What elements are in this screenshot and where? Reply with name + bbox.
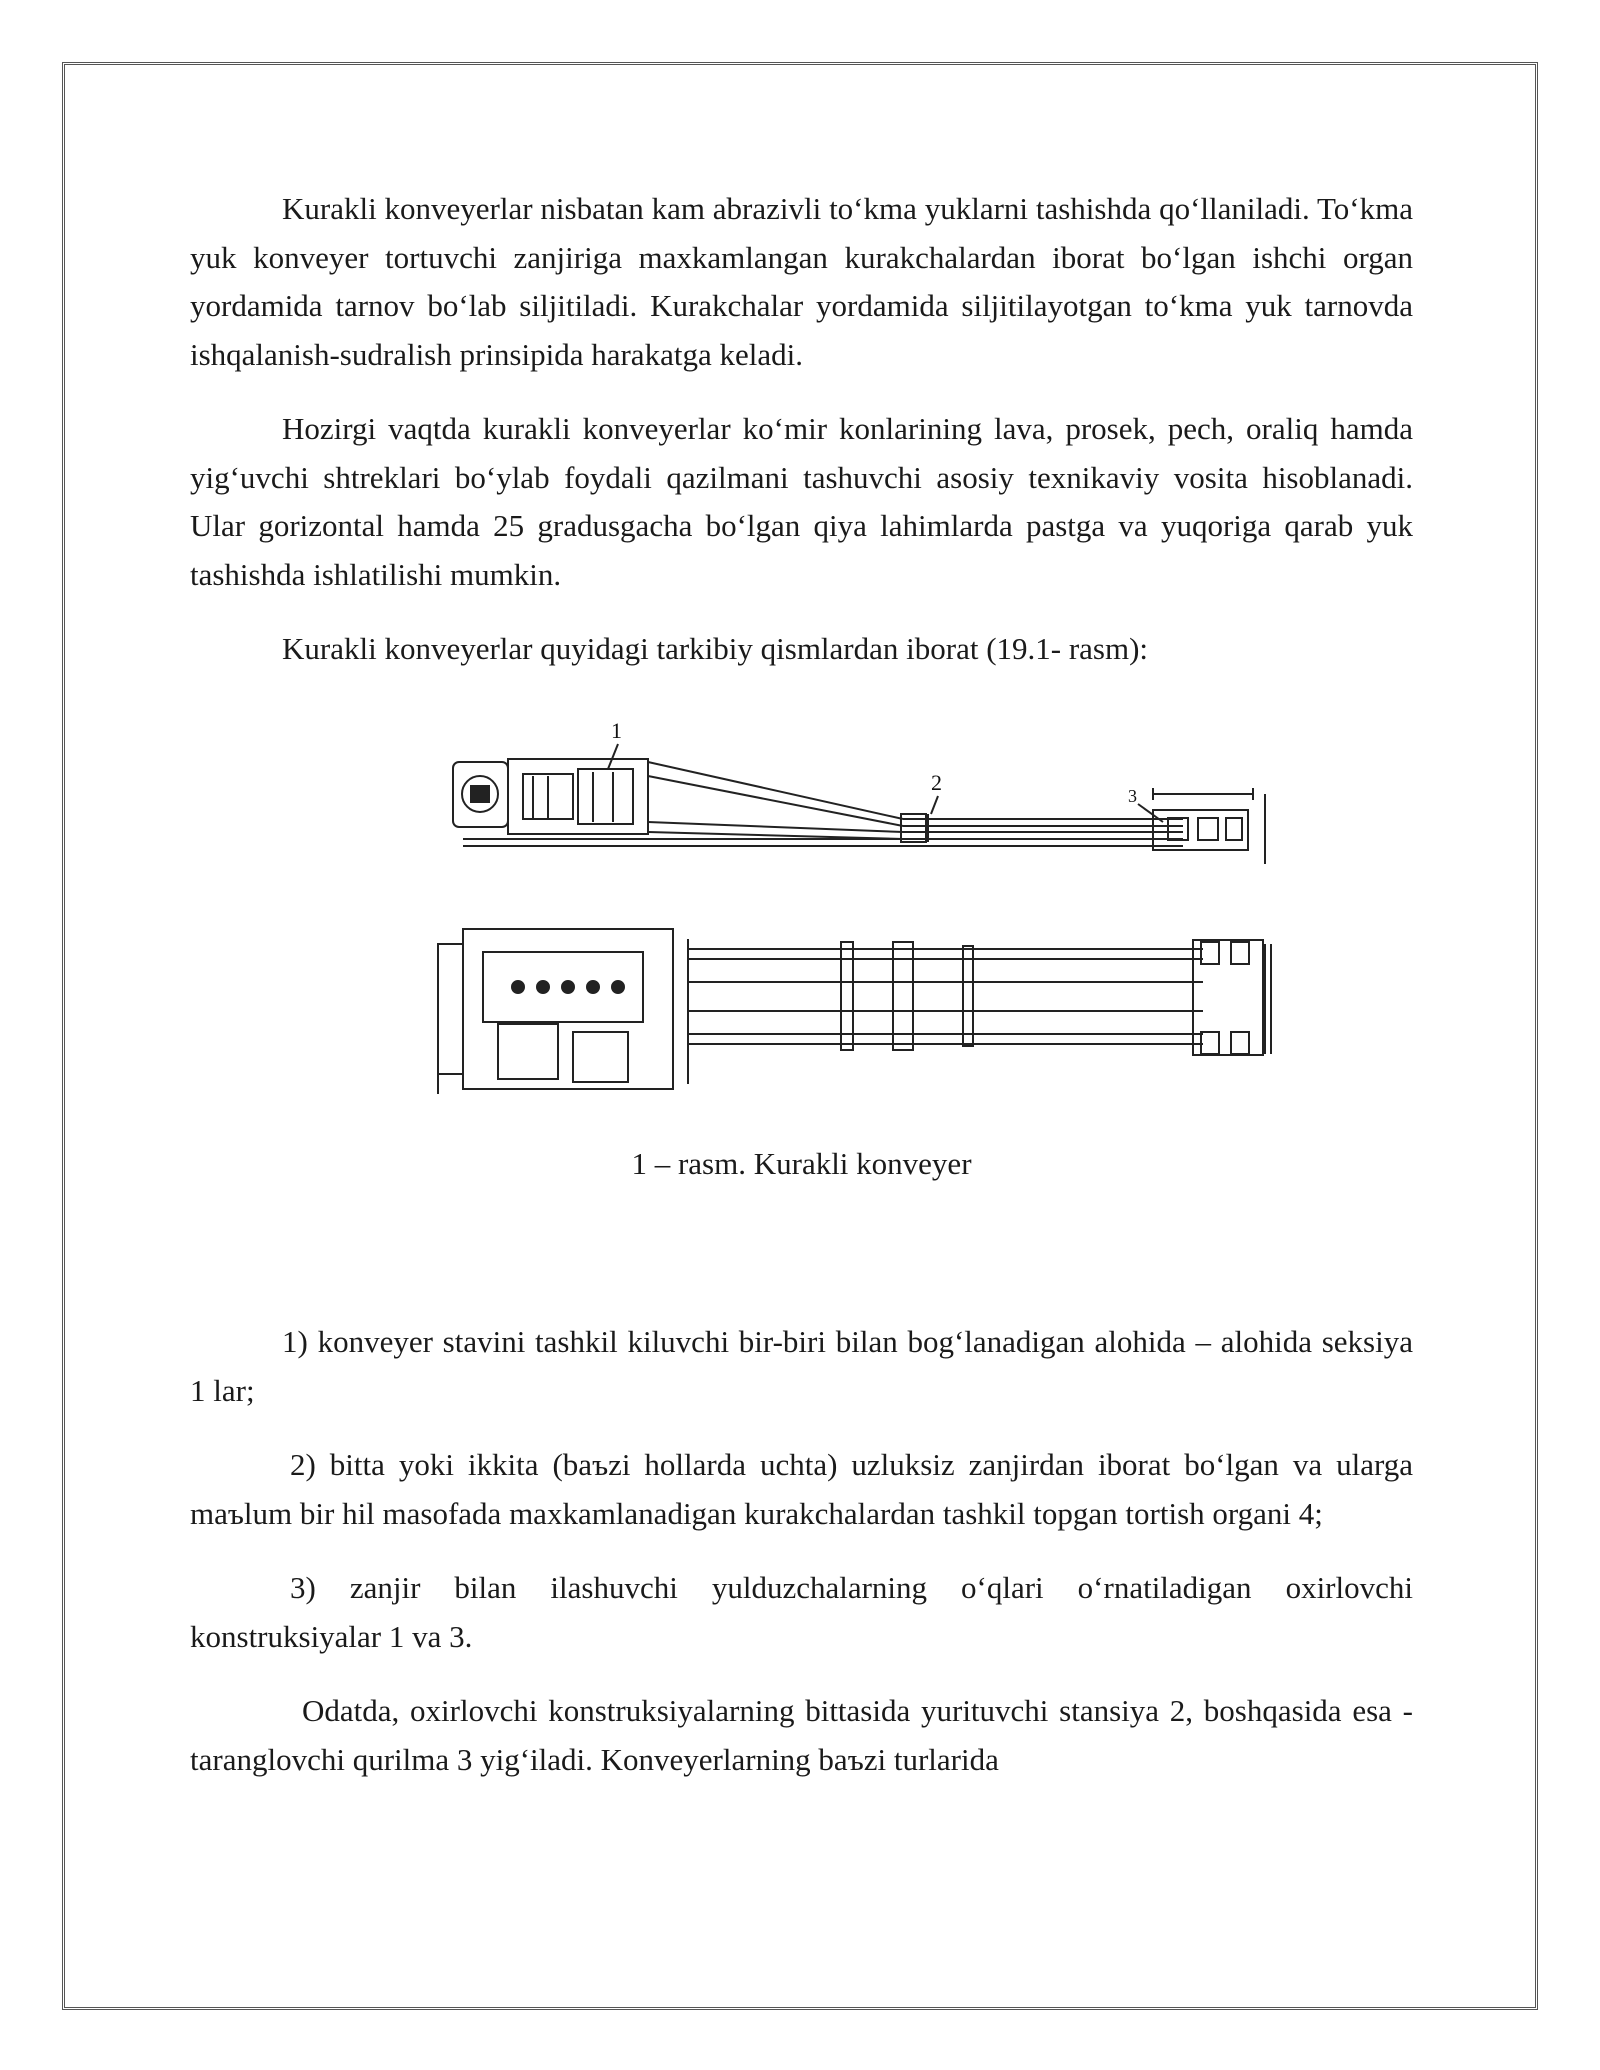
list-item-1: 1) konveyer stavini tashkil kiluvchi bir-biri bilan bog‘lanadigan alohida – alohida seksiya 1 lar; (190, 1324, 1413, 1408)
document-body (190, 185, 1413, 1810)
list-item-3: 3) zanjir bilan ilashuvchi yulduzchalarning o‘qlari o‘rnatiladigan oxirlovchi konstruksiyalar 1 va 3. (190, 1570, 1413, 1654)
paragraph-ends: Odatda, oxirlovchi konstruksiyalarning bittasida yurituvchi stansiya 2, boshqasida esa - taranglovchi qurilma 3 yig‘iladi. Konveyerlarning baъzi turlarida (190, 1693, 1413, 1777)
figure-label-2: 2 (931, 769, 942, 795)
leader-1 (608, 744, 618, 769)
tail-plan-frame (1193, 940, 1263, 1055)
paragraph-intro: Kurakli konveyerlar nisbatan kam abrazivli to‘kma yuklarni tashishda qo‘llaniladi. To‘kma yuk konveyer tortuvchi zanjiriga maxkamlangan kurakchalardan iborat bo‘lgan ishchi organ yordamida tarnov bo‘lab siljitiladi. Kurakchalar yordamida siljitilayotgan to‘kma yuk tarnovda ishqalanish-sudralish prinsipida harakatga keladi. (190, 191, 1413, 372)
paragraph-components-intro: Kurakli konveyerlar quyidagi tarkibiy qismlardan iborat (19.1- rasm): (282, 631, 1149, 666)
figure-caption: 1 – rasm. Kurakli konveyer (631, 1145, 972, 1181)
figure-label-1: 1 (611, 717, 622, 743)
paragraph-usage: Hozirgi vaqtda kurakli konveyerlar ko‘mir konlarining lava, prosek, pech, oraliq hamda yig‘uvchi shtreklari bo‘ylab foydali qazilmani tashuvchi asosiy texnikaviy vosita hisoblanadi. Ular gorizontal hamda 25 gradusgacha bo‘lgan qiya lahimlarda pastga va yuqoriga qarab yuk tashishda ishlatilishi mumkin. (190, 411, 1413, 592)
inclined-top-rail (648, 762, 903, 819)
list-item-2: 2) bitta yoki ikkita (baъzi hollarda uchta) uzluksiz zanjirdan iborat bo‘lgan va ularga maъlum bir hil masofada maxkamlanadigan kurakchalardan tashkil topgan tortish organi 4; (190, 1447, 1413, 1531)
conveyor-drawing (423, 714, 1273, 1116)
conveyor-figure (190, 714, 1413, 1116)
figure-label-3: 3 (1128, 785, 1137, 806)
leader-2 (931, 796, 938, 814)
